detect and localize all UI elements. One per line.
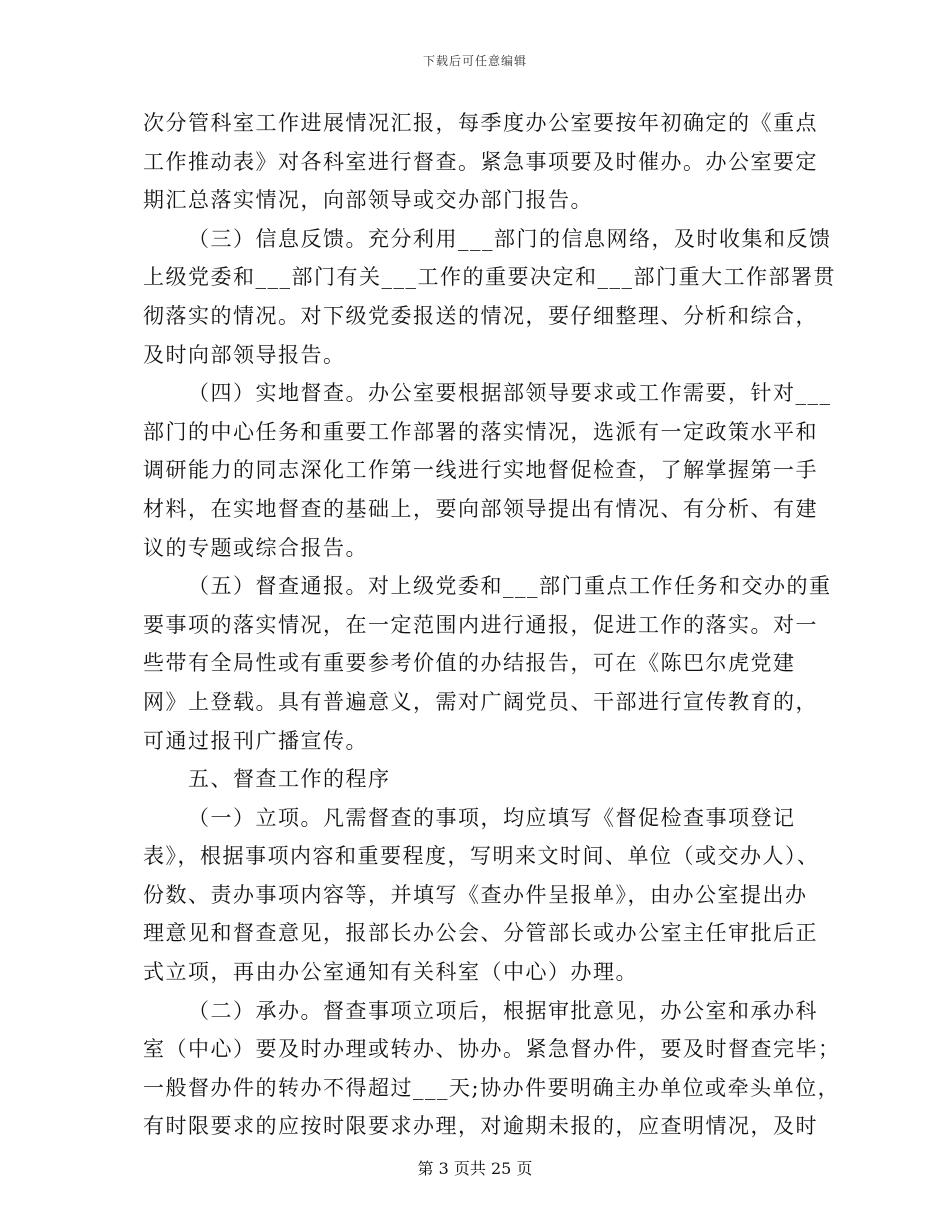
text-line: 网》上登载。具有普遍意义，需对广阔党员、干部进行宣传教育的， [143,689,818,714]
text-line: （三）信息反馈。充分利用___部门的信息网络，及时收集和反馈 [188,226,832,251]
text-line: （一）立项。凡需督查的事项，均应填写《督促检查事项登记 [188,805,796,830]
text-line: 工作推动表》对各科室进行督查。紧急事项要及时催办。办公室要定 [143,149,818,174]
text-line: 份数、责办事项内容等，并填写《查办件呈报单》，由办公室提出办 [143,882,808,907]
text-line: 些带有全局性或有重要参考价值的办结报告，可在《陈巴尔虎党建 [143,651,796,676]
text-line: 材料，在实地督查的基础上，要向部领导提出有情况、有分析、有建 [143,496,818,521]
text-line: 理意见和督查意见，报部长办公会、分管部长或办公室主任审批后正 [143,921,818,946]
text-line: 可通过报刊广播宣传。 [143,728,368,753]
text-line: 要事项的落实情况，在一定范围内进行通报，促进工作的落实。对一 [143,612,818,637]
text-line: 表》，根据事项内容和重要程度，写明来文时间、单位（或交办人）、 [143,844,820,869]
text-line: 上级党委和___部门有关___工作的重要决定和___部门重大工作部署贯 [143,265,836,290]
text-line: 有时限要求的应按时限要求办理，对逾期未报的，应查明情况，及时 [143,1114,818,1139]
text-line: （五）督查通报。对上级党委和___部门重点工作任务和交办的重 [188,574,832,599]
text-line: 议的专题或综合报告。 [143,535,368,560]
text-line: 及时向部领导报告。 [143,342,346,367]
text-line: 彻落实的情况。对下级党委报送的情况，要仔细整理、分析和综合， [143,303,818,328]
text-line: 部门的中心任务和重要工作部署的落实情况，选派有一定政策水平和 [143,419,818,444]
text-line: 调研能力的同志深化工作第一线进行实地督促检查，了解掌握第一手 [143,458,818,483]
text-line: 期汇总落实情况，向部领导或交办部门报告。 [143,188,593,213]
text-line: 室（中心）要及时办理或转办、协办。紧急督办件，要及时督查完毕； [143,1037,841,1062]
page-header: 下载后可任意编辑 [422,54,527,68]
text-line: 五、督查工作的程序 [188,767,391,792]
document-body [143,104,841,1146]
text-line: 一般督办件的转办不得超过___天;协办件要明确主办单位或牵头单位， [143,1075,841,1100]
text-line: 式立项，再由办公室通知有关科室（中心）办理。 [143,960,638,985]
page-footer: 第 3 页共 25 页 [417,1159,533,1178]
text-line: （四）实地督查。办公室要根据部领导要求或工作需要，针对___ [188,381,832,406]
text-line: （二）承办。督查事项立项后，根据审批意见，办公室和承办科 [188,998,818,1023]
text-line: 次分管科室工作进展情况汇报，每季度办公室要按年初确定的《重点 [143,111,818,135]
